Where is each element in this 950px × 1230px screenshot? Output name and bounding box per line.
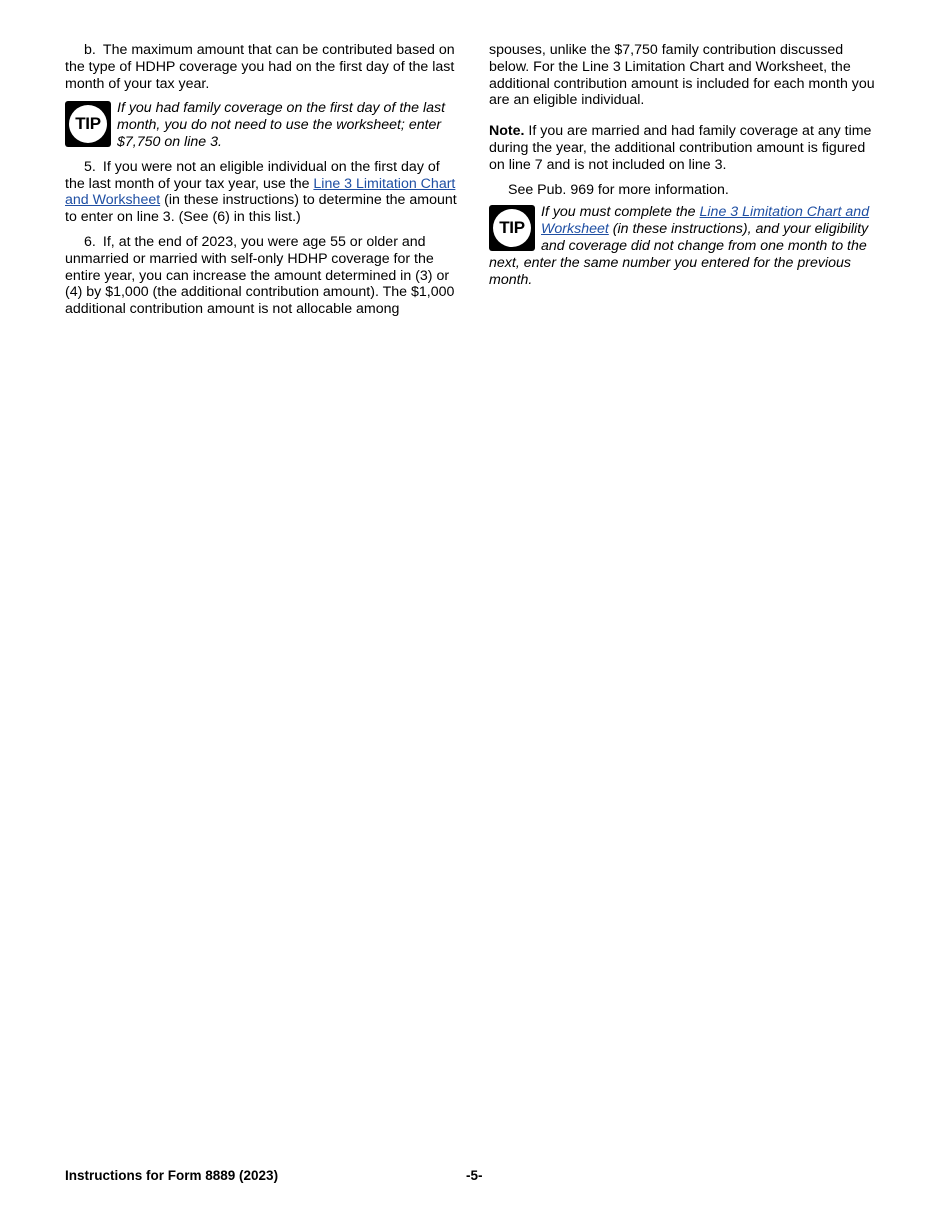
tip-badge-label: TIP [69, 105, 107, 143]
tip-text-1: If you had family coverage on the first day of the last month, you do not need to use the worksheet; enter $7,750 on line 3. [117, 100, 446, 150]
continuation-paragraph: spouses, unlike the $7,750 family contribution discussed below. For the Line 3 Limitation Chart and Worksheet, the additional contribution amount is included for each month you are an eligible individual. [489, 42, 875, 109]
tip-box-2 [489, 204, 884, 288]
item-5-paragraph [65, 159, 460, 226]
tip-badge-label: TIP [493, 209, 531, 247]
item-5-text-before: 5. If you were not an eligible individual on the first day of the last month of your tax year, use the [65, 158, 440, 192]
footer-form-title: Instructions for Form 8889 (2023) [65, 1168, 279, 1183]
tip-icon [489, 205, 535, 251]
right-column [489, 42, 884, 288]
note-label: Note. [489, 123, 525, 140]
tip-icon [65, 101, 111, 147]
footer-page-number: -5- [466, 1168, 483, 1183]
tip-2-text-after: (in these instructions), and your eligibility and coverage did not change from one month to the next, enter the same number you entered for the previous month. [489, 221, 869, 288]
line-3-limitation-link[interactable]: Line 3 Limitation Chart and Worksheet [65, 175, 456, 209]
see-pub-paragraph: See Pub. 969 for more information. [508, 181, 729, 198]
tip-box-1 [65, 100, 460, 150]
item-5-text-after: (in these instructions) to determine the amount to enter on line 3. (See (6) in this list.) [65, 192, 457, 226]
line-3-limitation-worksheet-link[interactable]: Line 3 Limitation Chart and Worksheet [541, 204, 870, 238]
note-text: If you are married and had family coverage at any time during the year, the additional contribution amount is figured on line 7 and is not included on line 3. [489, 123, 872, 173]
item-b-paragraph: b. The maximum amount that can be contributed based on the type of HDHP coverage you had on the first day of the last month of your tax year. [65, 42, 455, 92]
note-paragraph [489, 123, 884, 173]
tip-text-2 [489, 204, 884, 288]
item-6-paragraph: 6. If, at the end of 2023, you were age 55 or older and unmarried or married with self-only HDHP coverage for the entire year, you can increase the amount determined in (3) or (4) by $1,000 (the additional contribution amount). The $1,000 additional contribution amount is not allocable among [65, 233, 455, 318]
tip-2-text-before: If you must complete the [541, 204, 700, 221]
left-column [65, 42, 460, 318]
